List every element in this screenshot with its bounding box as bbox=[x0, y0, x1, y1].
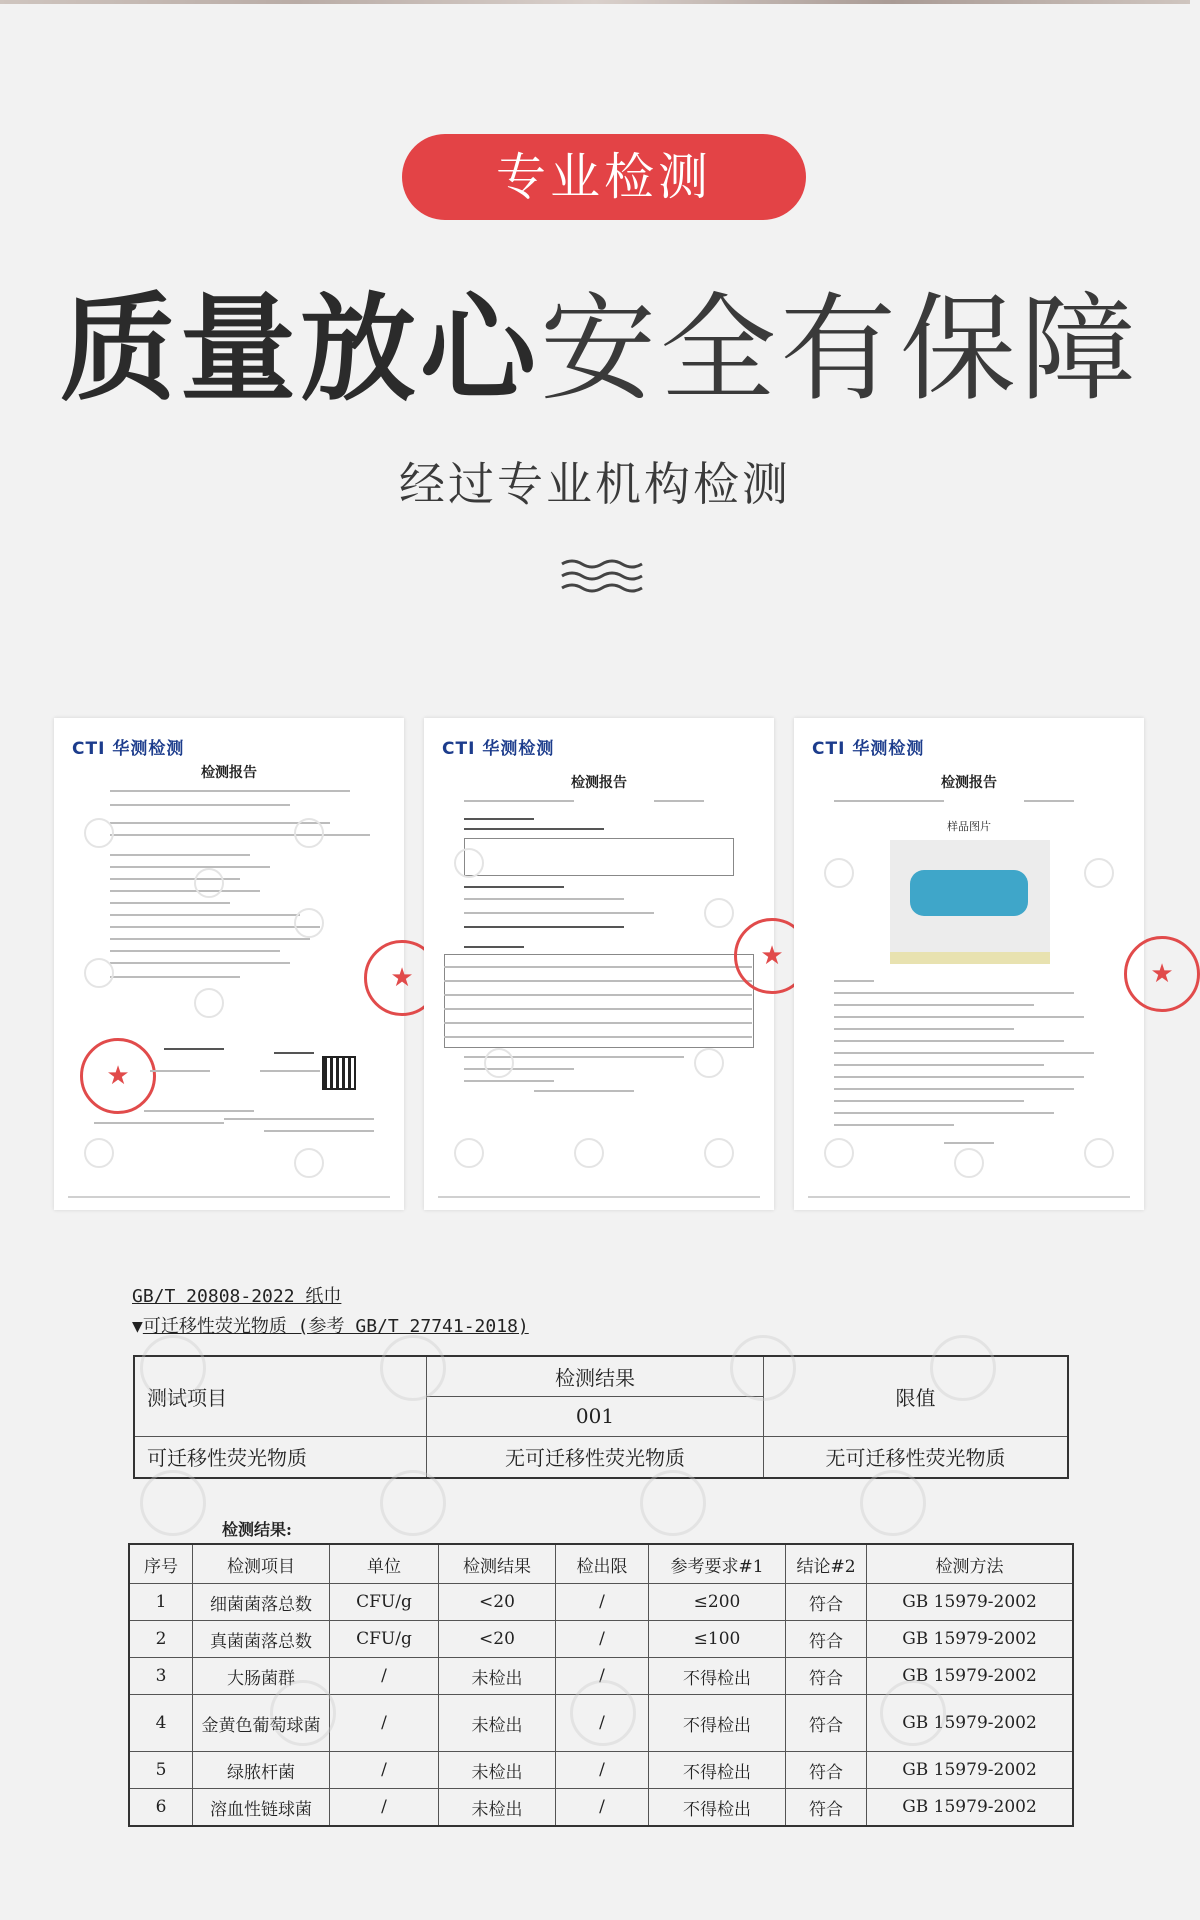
row-item: 可迁移性荧光物质 bbox=[134, 1436, 427, 1478]
headline-light: 安全有保障 bbox=[540, 282, 1140, 417]
cti-watermark-icon bbox=[860, 1470, 926, 1536]
cell-requirement: 不得检出 bbox=[649, 1752, 786, 1789]
certificate-title: 检测报告 bbox=[201, 765, 257, 781]
col-test-result: 检测结果 bbox=[427, 1356, 764, 1396]
wave-divider-icon bbox=[560, 558, 646, 594]
cell-unit: / bbox=[330, 1695, 439, 1752]
cell-item: 溶血性链球菌 bbox=[193, 1789, 330, 1827]
header-cell: 检测方法 bbox=[867, 1544, 1074, 1584]
standard-title: GB/T 20808-2022 纸巾 bbox=[132, 1286, 342, 1307]
cell-detection-limit: / bbox=[556, 1658, 649, 1695]
certificate-page-2 bbox=[424, 718, 784, 1210]
cell-detection-limit: / bbox=[556, 1584, 649, 1621]
cell-index: 3 bbox=[129, 1658, 193, 1695]
cell-method: GB 15979-2002 bbox=[867, 1752, 1074, 1789]
cti-watermark-icon bbox=[140, 1470, 206, 1536]
row-result: 无可迁移性荧光物质 bbox=[427, 1436, 764, 1478]
cell-index: 4 bbox=[129, 1695, 193, 1752]
red-seal-icon: ★ bbox=[80, 1038, 156, 1114]
cti-watermark-icon bbox=[640, 1470, 706, 1536]
cell-conclusion: 符合 bbox=[786, 1621, 867, 1658]
certificate-page-1 bbox=[54, 718, 414, 1210]
cell-result: 未检出 bbox=[439, 1789, 556, 1827]
col-limit: 限值 bbox=[764, 1356, 1069, 1436]
red-seal-icon: ★ bbox=[734, 918, 810, 994]
cell-unit: CFU/g bbox=[330, 1621, 439, 1658]
col-sample-id: 001 bbox=[427, 1396, 764, 1436]
header-cell: 检出限 bbox=[556, 1544, 649, 1584]
cell-result: <20 bbox=[439, 1621, 556, 1658]
cell-conclusion: 符合 bbox=[786, 1752, 867, 1789]
tissue-roll-image bbox=[910, 870, 1028, 916]
cell-method: GB 15979-2002 bbox=[867, 1621, 1074, 1658]
cell-result: <20 bbox=[439, 1584, 556, 1621]
certificate-page-3 bbox=[794, 718, 1174, 1210]
header-cell: 结论#2 bbox=[786, 1544, 867, 1584]
cell-index: 5 bbox=[129, 1752, 193, 1789]
red-seal-icon: ★ bbox=[1124, 936, 1200, 1012]
cell-item: 金黄色葡萄球菌 bbox=[193, 1695, 330, 1752]
cell-conclusion: 符合 bbox=[786, 1695, 867, 1752]
table-row bbox=[129, 1752, 1073, 1789]
cell-requirement: 不得检出 bbox=[649, 1695, 786, 1752]
cell-requirement: ≤100 bbox=[649, 1621, 786, 1658]
headline-bold: 质量放心 bbox=[60, 282, 540, 417]
cell-conclusion: 符合 bbox=[786, 1658, 867, 1695]
cell-requirement: 不得检出 bbox=[649, 1658, 786, 1695]
cell-item: 绿脓杆菌 bbox=[193, 1752, 330, 1789]
triangle-marker-icon: ▼ bbox=[132, 1316, 143, 1337]
cell-requirement: 不得检出 bbox=[649, 1789, 786, 1827]
top-border-strip bbox=[0, 0, 1190, 4]
cell-result: 未检出 bbox=[439, 1752, 556, 1789]
page-headline bbox=[60, 280, 1140, 420]
cell-item: 大肠菌群 bbox=[193, 1658, 330, 1695]
photo-caption: 样品图片 bbox=[947, 820, 991, 833]
cell-index: 6 bbox=[129, 1789, 193, 1827]
cti-watermark-icon bbox=[380, 1470, 446, 1536]
standard-subtitle bbox=[132, 1312, 529, 1338]
header-cell: 单位 bbox=[330, 1544, 439, 1584]
cell-method: GB 15979-2002 bbox=[867, 1695, 1074, 1752]
cell-detection-limit: / bbox=[556, 1695, 649, 1752]
certificate-title: 检测报告 bbox=[941, 775, 997, 791]
cell-method: GB 15979-2002 bbox=[867, 1658, 1074, 1695]
sample-photo bbox=[890, 840, 1050, 964]
table-row bbox=[129, 1658, 1073, 1695]
cell-method: GB 15979-2002 bbox=[867, 1584, 1074, 1621]
table-row bbox=[129, 1695, 1073, 1752]
cell-result: 未检出 bbox=[439, 1658, 556, 1695]
cell-item: 真菌菌落总数 bbox=[193, 1621, 330, 1658]
cell-index: 2 bbox=[129, 1621, 193, 1658]
results-header-row bbox=[129, 1544, 1073, 1584]
standard-subtitle-text: 可迁移性荧光物质 (参考 GB/T 27741-2018) bbox=[142, 1316, 529, 1337]
cti-logo: CTI 华测检测 bbox=[72, 739, 185, 759]
cell-method: GB 15979-2002 bbox=[867, 1789, 1074, 1827]
cell-detection-limit: / bbox=[556, 1621, 649, 1658]
table-row bbox=[129, 1621, 1073, 1658]
section-badge: 专业检测 bbox=[402, 134, 806, 220]
header-cell: 检测项目 bbox=[193, 1544, 330, 1584]
cell-detection-limit: / bbox=[556, 1789, 649, 1827]
cell-unit: / bbox=[330, 1789, 439, 1827]
results-label: 检测结果: bbox=[222, 1520, 292, 1539]
fluorescent-table bbox=[133, 1355, 1069, 1479]
cell-unit: / bbox=[330, 1658, 439, 1695]
cell-unit: / bbox=[330, 1752, 439, 1789]
certificate-title: 检测报告 bbox=[571, 775, 627, 791]
table-row bbox=[129, 1584, 1073, 1621]
red-seal-icon: ★ bbox=[364, 940, 440, 1016]
cell-detection-limit: / bbox=[556, 1752, 649, 1789]
header-cell: 参考要求#1 bbox=[649, 1544, 786, 1584]
cell-conclusion: 符合 bbox=[786, 1584, 867, 1621]
cti-logo: CTI 华测检测 bbox=[812, 739, 925, 759]
results-table bbox=[128, 1543, 1074, 1827]
cell-index: 1 bbox=[129, 1584, 193, 1621]
cell-requirement: ≤200 bbox=[649, 1584, 786, 1621]
qr-code-icon bbox=[324, 1058, 354, 1088]
header-cell: 检测结果 bbox=[439, 1544, 556, 1584]
table-row bbox=[129, 1789, 1073, 1827]
row-limit: 无可迁移性荧光物质 bbox=[764, 1436, 1069, 1478]
cell-conclusion: 符合 bbox=[786, 1789, 867, 1827]
cell-unit: CFU/g bbox=[330, 1584, 439, 1621]
cell-result: 未检出 bbox=[439, 1695, 556, 1752]
cti-logo: CTI 华测检测 bbox=[442, 739, 555, 759]
col-test-item: 测试项目 bbox=[134, 1356, 427, 1436]
header-cell: 序号 bbox=[129, 1544, 193, 1584]
cell-item: 细菌菌落总数 bbox=[193, 1584, 330, 1621]
page-subheading: 经过专业机构检测 bbox=[399, 457, 791, 511]
